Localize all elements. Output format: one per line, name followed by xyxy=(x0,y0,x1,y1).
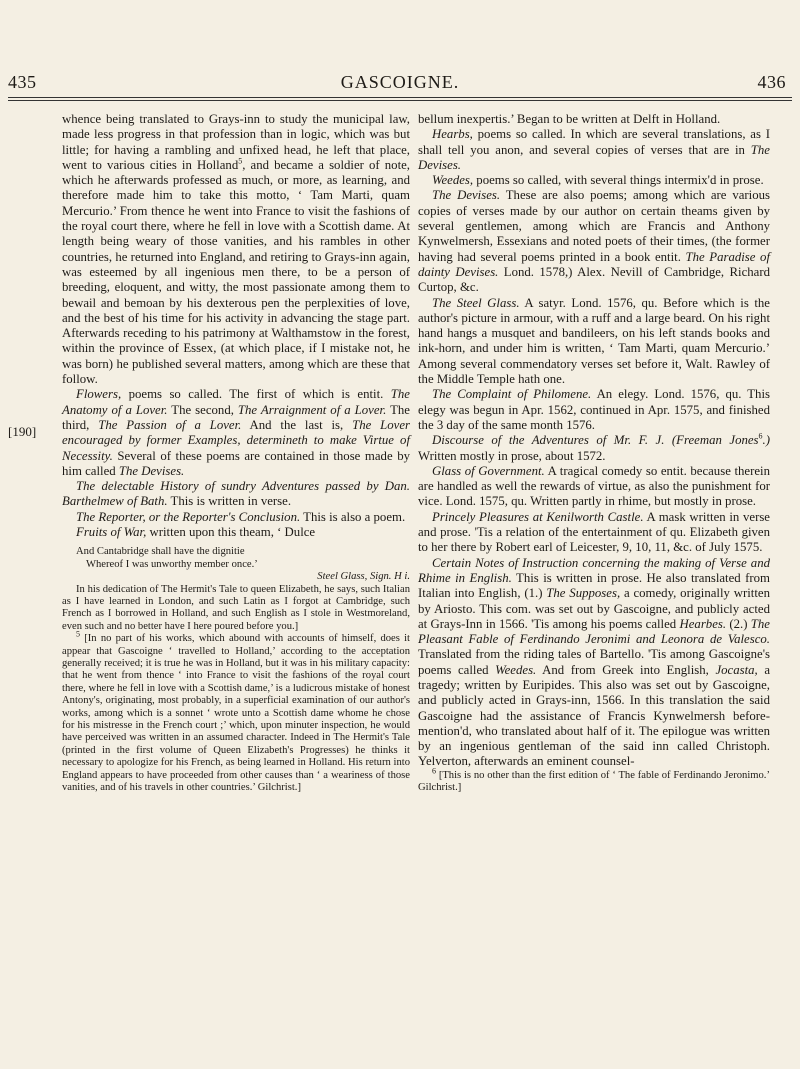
entry-hearbs: Hearbs, poems so called. In which are several translations, as I shall tell you anon, and several copies of verses that are in The Devises. xyxy=(418,127,770,172)
entry-discourse: Discourse of the Adventures of Mr. F. J. (Freeman Jones$^6$.) Written mostly in prose, about 1572. xyxy=(418,431,770,463)
header-rule-double xyxy=(8,100,792,101)
left-column xyxy=(62,112,410,794)
quote-line: And Cantabridge shall have the dignitie xyxy=(76,546,245,558)
entry-princely-pleasures: Princely Pleasures at Kenilworth Castle. A mask written in verse and prose. 'Tis a relation of the entertainment of qu. Elizabeth given to her there by Robert earl of Leicester, 9, 10, 11, &c. of July 1575. xyxy=(418,509,770,555)
footnote-fable: $^6$ [This is no other than the first edition of ‘ The fable of Ferdinando Jeronimo.’ Gilchrist.] xyxy=(418,766,770,794)
footnote-gilchrist: $^5$ [In no part of his works, which abound with accounts of himself, does it appear that Gascoigne ‘ travelled to Holland,’ according to the acceptation generally received; it is true he was in Holland, but it was in his military capacity: that he went from thence ‘ into France to visit the fashions of the royal court there, where he fell in love with a Scottish dame,’ is a ludicrous mistake of honest Antony's, originating, most probably, in a superficial examination of our author's works, among which is a sonnet ‘ wrote unto a Scottish dame whome he chose for his mistresse in the French court ;’ which, upon minuter inspection, he would have perceived was written in an assumed character. Indeed in The Hermit's Tale (printed in the first volume of Queen Elizabeth's Progresses) he thinks it necessary to apologize for his French, as being learned in Holland. His return into England appears to have proceeded from other causes than ‘ a weariness of those vanities, and of his travels in other countries.’ Gilchrist.] xyxy=(62,629,410,794)
entry-reporter: The Reporter, or the Reporter's Conclusion. This is also a poem. xyxy=(76,509,406,524)
footnote-ref[interactable]: 6 xyxy=(758,431,763,441)
entry-devises: The Devises. These are also poems; among which are various copies of verses made by our author on certain theams given by several gentlemen, among which are Francis and Anthony Kynwelmersh, Essexians and noted poets of their times, (the former having had several poems printed in a book entit. The Paradise of dainty Devises. Lond. 1578,) Alex. Nevill of Cambridge, Richard Curtop, &c. xyxy=(418,188,771,295)
entry-steel-glass: The Steel Glass. A satyr. Lond. 1576, qu. Before which is the author's picture in armour, with a ruff and a large beard. On his right hand hangs a musquet and bandileers, on his left stands books and ink-horn, and under him is written, ‘ Tam Marti, quam Mercurio.’ Among several commendatory verses set before it, Walt. Rawley of the Middle Temple hath one. xyxy=(418,295,770,387)
entry-glass-of-government: Glass of Government. A tragical comedy so entit. because therein are handled as well the rewards of virtue, as also the punishment for vice. Lond. 1575, qu. Written partly in rhime, but mostly in prose. xyxy=(418,463,770,509)
page-number-left: 435 xyxy=(8,72,37,92)
paragraph-continuation: bellum inexpertis.’ Began to be written at Delft in Holland. xyxy=(418,112,721,126)
running-title: GASCOIGNE. xyxy=(340,72,460,92)
header-rule xyxy=(8,97,792,98)
entry-flowers: Flowers, poems so called. The first of which is entit. The Anatomy of a Lover. The second, The Arraignment of a Lover. The third, The Passion of a Lover. And the last is, The Lover encouraged by former Examples, determineth to make Virtue of Necessity. Several of these poems are contained in those made by him called The Devises. xyxy=(62,387,410,478)
margin-reference: [190] xyxy=(8,424,37,439)
entry-philomene: The Complaint of Philomene. An elegy. Lond. 1576, qu. This elegy was begun in Apr. 1562, continued in Apr. 1575, and finished the 3 day of the same month 1576. xyxy=(418,387,770,432)
quote-line: Whereof I was unworthy member once.’ xyxy=(86,558,258,570)
entry-weedes: Weedes, poems so called, with several things intermix'd in prose. xyxy=(432,173,764,188)
footnote-ref[interactable]: 5 xyxy=(238,156,243,166)
entry-certain-notes: Certain Notes of Instruction concerning the making of Verse and Rhime in English. This is written in prose. He also translated from Italian into English, (1.) The Supposes, a comedy, originally written by Ariosto. This com. was set out by Gascoigne, and publicly acted at Grays-Inn in 1566. 'Tis among his poems called Hearbes. (2.) The Pleasant Fable of Ferdinando Jeronimi and Leonora de Valesco. Translated from the riding tales of Bartello. 'Tis among Gascoigne's poems called Weedes. And from Greek into English, Jocasta, a tragedy; written by Euripides. This also was set out by Gascoigne, and publicly acted in Grays-inn, 1566. In this translation the said Gascoigne had the assistance of Francis Kynwelmersh before-mention'd, who translated about half of it. The epilogue was written by an ingenious gentleman of the said inn called Christoph. Yelverton, afterwards an eminent counsel- xyxy=(418,555,770,769)
right-column xyxy=(418,112,770,795)
page-number-right: 436 xyxy=(757,72,786,92)
entry-delectable-history: The delectable History of sundry Adventures passed by Dan. Barthelmew of Bath. This is written in verse. xyxy=(62,479,410,509)
footnote-dedication: In his dedication of The Hermit's Tale to queen Elizabeth, he says, such Italian as I have learned in London, and such Latin as I forgot at Cambridge, such French as I borrowed in Holland, and such English as I stole in Westmoreland, even such and no better have I here poured before you.] xyxy=(62,583,410,632)
entry-fruits-of-war: Fruits of War, written upon this theam, ‘ Dulce xyxy=(76,525,316,540)
paragraph-biography: whence being translated to Grays-inn to study the municipal law, made less progress in that profession than in logic, which was but little; for having a rambling and unfixed head, he left that place, went to various cities in Holland$^5$, and became a soldier of note, which he afterwards professed as much, or more, as learning, and therefore made him to take this motto, ‘ Tam Marti, quam Mercurio.’ From thence he went into France to visit the fashions of the royal court there, where he fell in love with a Scottish dame. At length being weary of those vanities, and his rambles in other countries, he returned into England, and retiring to Grays-inn again, was esteemed by all ingenious men there, to be a person of breeding, eloquent, and witty, the most passionate among them to bewail and bemoan by his dexterous pen the perplexities of love, and the best of his time for his activity in advancing the stage part. Afterwards receding to his patrimony at Walthamstow in the forest, within the province of Essex, (at which place, if I mistake not, he was born) he published several matters, among which are these that follow. xyxy=(62,112,410,387)
quote-source: Steel Glass, Sign. H i. xyxy=(317,571,410,583)
